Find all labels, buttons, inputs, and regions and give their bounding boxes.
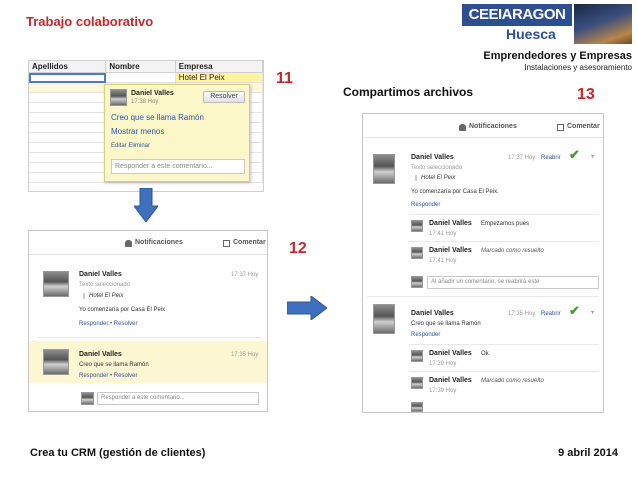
comment-time: 17:37 Hoy	[508, 155, 536, 161]
comment-time: 17:35 Hoy	[231, 352, 259, 358]
org-name: Emprendedores y Empresas	[483, 50, 632, 62]
highlighted-cell[interactable]: Hotel El Peix	[176, 73, 263, 83]
reply-link[interactable]: Responder	[411, 332, 441, 338]
logo-line1: CEEIARAGON	[462, 4, 572, 26]
ceei-logo	[462, 4, 632, 44]
footer-left: Crea tu CRM (gestión de clientes)	[30, 447, 206, 459]
header-apellidos[interactable]: Apellidos	[29, 61, 106, 73]
comment-popup	[104, 84, 250, 182]
show-less-link[interactable]: Mostrar menos	[111, 127, 165, 136]
avatar	[373, 154, 395, 184]
avatar	[373, 304, 395, 334]
popup-comment-text: Creo que se llama Ramón	[111, 113, 204, 122]
arrow-down-icon	[134, 188, 158, 222]
quoted-text: Hotel El Peix	[83, 293, 123, 299]
reply-link[interactable]: Responder	[411, 202, 441, 208]
reply-resolve-links[interactable]: Responder • Resolver	[79, 373, 138, 379]
comment-icon	[223, 240, 230, 247]
avatar	[411, 350, 423, 362]
comment-icon	[557, 124, 564, 131]
avatar	[43, 271, 69, 297]
chevron-down-icon[interactable]: ▾	[591, 154, 595, 160]
reply-input[interactable]: Responder a este comentario...	[97, 392, 259, 405]
comment-author: Daniel Valles	[411, 154, 454, 161]
reply-text: Ok.	[481, 351, 491, 357]
avatar	[81, 392, 94, 405]
avatar	[110, 89, 127, 106]
comment-body: Yo comenzaría por Casa El Peix.	[411, 189, 499, 195]
reopen-link[interactable]: Reabrir	[541, 155, 561, 161]
org-subtitle: Instalaciones y asesoramiento	[524, 63, 632, 72]
comment-time: 17:35 Hoy	[508, 311, 536, 317]
reply-time: 17:41 Hoy	[429, 258, 457, 264]
comment-author: Daniel Valles	[79, 271, 122, 278]
avatar	[411, 402, 423, 412]
reply-text: Marcado como resuelto	[481, 248, 544, 254]
selected-cell[interactable]	[29, 73, 106, 83]
reopen-link[interactable]: Reabrir	[541, 311, 561, 317]
selected-text-label: Texto seleccionado	[79, 282, 131, 288]
caption-compartimos: Compartimos archivos	[343, 85, 474, 99]
avatar	[411, 247, 423, 259]
reply-text: Empezamos pues	[481, 221, 530, 227]
selected-text-label: Texto seleccionado	[411, 165, 463, 171]
avatar	[411, 220, 423, 232]
reply-resolve-links[interactable]: Responder • Resolver	[79, 321, 138, 327]
popup-time: 17:38 Hoy	[131, 99, 159, 105]
step-number-13: 13	[577, 86, 595, 103]
comment-author: Daniel Valles	[79, 351, 122, 358]
bell-icon	[125, 240, 132, 247]
avatar	[411, 276, 423, 288]
reply-author: Daniel Valles	[429, 247, 472, 254]
comments-panel-13	[362, 113, 604, 413]
divider	[409, 214, 599, 215]
edit-delete-links[interactable]: Editar Eliminar	[111, 143, 151, 149]
avatar	[43, 349, 69, 375]
notifications-button[interactable]: Notificaciones	[469, 123, 517, 130]
reply-author: Daniel Valles	[429, 350, 472, 357]
reply-author: Daniel Valles	[429, 377, 472, 384]
comment-time: 17:37 Hoy	[231, 272, 259, 278]
reply-text: Marcado como resuelto	[481, 378, 544, 384]
slide-title: Trabajo colaborativo	[26, 14, 154, 29]
step-number-12: 12	[289, 240, 307, 257]
comment-body: Creo que se llama Ramón	[411, 321, 481, 327]
panel-toolbar	[363, 114, 603, 138]
checkmark-icon: ✔	[569, 147, 580, 162]
avatar	[411, 377, 423, 389]
resolve-button[interactable]: Resolver	[203, 91, 245, 103]
arrow-right-icon	[287, 296, 327, 320]
reply-time: 17:41 Hoy	[429, 231, 457, 237]
divider	[367, 296, 599, 297]
divider	[409, 241, 599, 242]
divider	[37, 337, 261, 338]
quoted-text: Hotel El Peix	[415, 175, 455, 181]
reply-time: 17:39 Hoy	[429, 361, 457, 367]
panel-toolbar	[29, 231, 267, 255]
comment-button[interactable]: Comentar	[567, 123, 600, 130]
step-number-11: 11	[276, 70, 293, 87]
header-empresa[interactable]: Empresa	[176, 61, 263, 73]
logo-line2: Huesca	[506, 26, 556, 42]
bell-icon	[459, 124, 466, 131]
comment-button[interactable]: Comentar	[233, 239, 266, 246]
comments-panel-12	[28, 230, 268, 412]
sheet-row	[29, 73, 263, 83]
popup-author: Daniel Valles	[131, 90, 174, 97]
checkmark-icon: ✔	[569, 303, 580, 318]
reply-time: 17:39 Hoy	[429, 388, 457, 394]
divider	[409, 371, 599, 372]
reply-input[interactable]: Al añadir un comentario, se reabrirá este	[427, 276, 599, 289]
logo-photo	[574, 4, 632, 44]
sheet-cell[interactable]	[106, 73, 175, 83]
divider	[409, 344, 599, 345]
header-nombre[interactable]: Nombre	[106, 61, 175, 73]
comment-author: Daniel Valles	[411, 310, 454, 317]
notifications-button[interactable]: Notificaciones	[135, 239, 183, 246]
chevron-down-icon[interactable]: ▾	[591, 310, 595, 316]
comment-body: Creo que se llama Ramón	[79, 362, 149, 368]
reply-input[interactable]: Responder a este comentario...	[111, 159, 245, 174]
comment-body: Yo comenzaría por Casa El Peix	[79, 307, 166, 313]
footer-date: 9 abril 2014	[558, 447, 618, 459]
reply-author: Daniel Valles	[429, 220, 472, 227]
sheet-header-row	[29, 61, 263, 73]
